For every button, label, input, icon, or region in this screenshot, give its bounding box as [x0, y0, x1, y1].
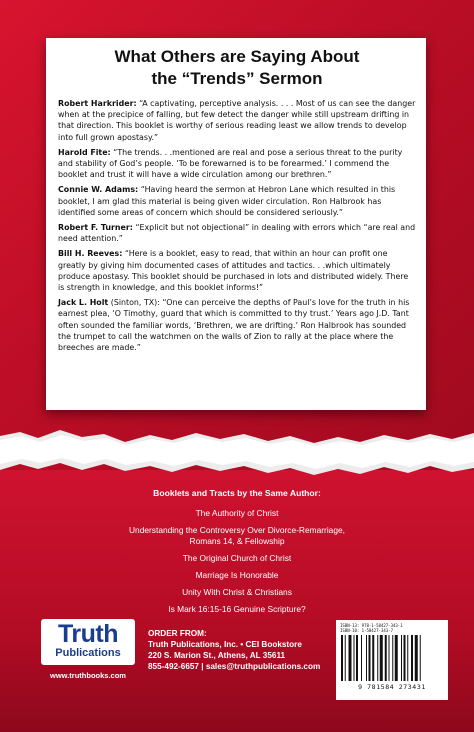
logo-word: Truth	[58, 620, 118, 648]
quote-turner	[58, 222, 416, 244]
isbn-10: ISBN-10: 1-58427-343-7	[340, 628, 393, 633]
order-contact: 855-492-6657 | sales@truthpublications.com	[148, 662, 321, 671]
quote-author: Jack L. Holt	[58, 298, 109, 308]
card-title-line-2: the “Trends” Sermon	[151, 69, 323, 88]
quote-text: “Here is a booklet, easy to read, that within an hour can profit one greatly by giving him documented cases of attitudes and tactics. . .which ultimately produce apostasy. This booklet should be purchased in lots and distributed widely. There is strength in knowledge, and this booklet informs!”	[58, 249, 409, 293]
booklet-item: Is Mark 16:15-16 Genuine Scripture?	[168, 604, 306, 614]
card-title-line-1: What Others are Saying About	[114, 47, 360, 66]
truth-publications-logo	[41, 619, 135, 665]
barcode-bars	[340, 635, 444, 683]
testimonials-card	[46, 38, 426, 410]
quote-text: “Explicit but not objectional” in dealing with errors which “are real and need attention.”	[58, 223, 416, 244]
booklets-heading: Booklets and Tracts by the Same Author:	[153, 488, 321, 498]
torn-paper-divider	[0, 428, 474, 476]
booklet-item: Unity With Christ & Christians	[182, 587, 292, 597]
quote-author: Connie W. Adams:	[58, 185, 139, 195]
booklet-item: The Authority of Christ	[195, 508, 279, 518]
quote-author: Robert F. Turner:	[58, 223, 133, 233]
quote-author: Harold Fite:	[58, 147, 111, 157]
quote-adams	[58, 184, 416, 218]
quote-harkrider	[58, 98, 416, 143]
order-heading: ORDER FROM:	[148, 629, 207, 638]
barcode-digits: 9 781584 273431	[358, 683, 426, 691]
isbn-13: ISBN-13: 978-1-58427-343-1	[340, 623, 403, 628]
booklet-item: The Original Church of Christ	[182, 553, 292, 563]
logo-subtitle: Publications	[55, 647, 121, 659]
booklet-item-line: Understanding the Controversy Over Divorce-Remarriage,	[129, 525, 345, 535]
order-address: 220 S. Marion St., Athens, AL 35611	[148, 651, 286, 660]
quote-text: (Sinton, TX): “One can perceive the depths of Paul’s love for the truth in his earnest plea, ‘O Timothy, guard that which is committed to thy trust.’ Years ago J.D. Tant often sounded the familiar words, ‘Brethren, we are drifting.’ Ron Halbrook has sounded the trumpet to call the watchmen on the walls of Zion to rally at the place where the breeches are made.”	[58, 298, 410, 353]
website-url: www.truthbooks.com	[50, 671, 126, 680]
quote-text: “Having heard the sermon at Hebron Lane which resulted in this booklet, I am glad this material is being given wider circulation. Ron Halbrook has identified some areas of concern which should be considered seriously.”	[58, 185, 396, 217]
isbn-barcode	[336, 620, 448, 700]
quote-holt	[58, 297, 416, 353]
quote-fite	[58, 147, 416, 181]
other-booklets-list	[60, 488, 414, 621]
quote-author: Bill H. Reeves:	[58, 249, 123, 259]
quote-text: “A captivating, perceptive analysis. . . . Most of us can see the danger when at the precipice of falling, but few detect the danger while still upstream drifting in that direction. This booklet is worthy of serious reading least we allow trends to develop into full grown apostasy.”	[58, 99, 416, 142]
booklet-item	[60, 525, 414, 547]
quote-reeves	[58, 248, 416, 293]
card-title	[58, 46, 416, 90]
order-company: Truth Publications, Inc. • CEI Bookstore	[148, 640, 302, 649]
order-info	[148, 628, 328, 672]
quote-text: “The trends. . .mentioned are real and pose a serious threat to the purity and stability of God’s people. ‘To be forewarned is to be forearmed.’ I commend the booklet and trust it will have a wide circulation among our brethren.”	[58, 147, 403, 180]
booklet-item-line: Romans 14, & Fellowship	[189, 536, 285, 546]
quote-author: Robert Harkrider:	[58, 99, 137, 108]
booklet-item: Marriage Is Honorable	[195, 570, 279, 580]
